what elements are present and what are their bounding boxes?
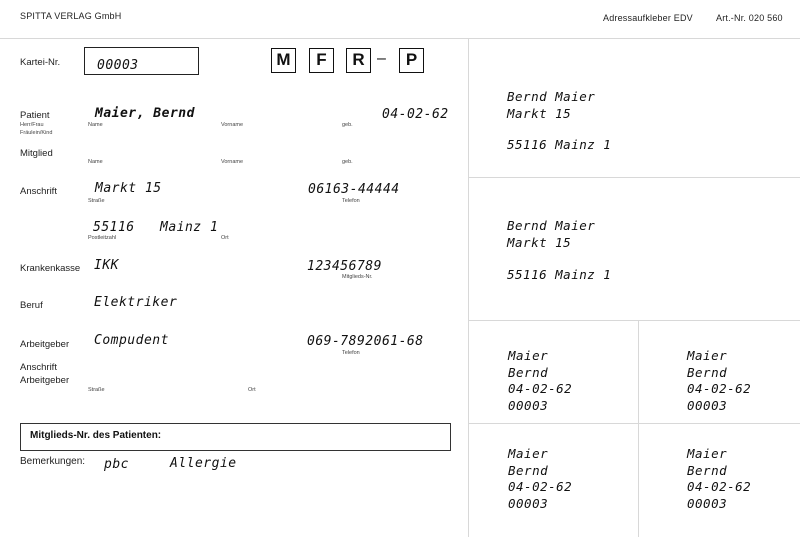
product-name: Adressaufkleber EDV [603,13,693,23]
bemerkung-value-1: pbc [104,457,129,472]
patient-geb-sub: geb. [342,122,353,128]
small-label-3-nr: 00003 [508,495,549,511]
small-label-3 [508,446,572,512]
ort-sub: Ort [221,235,229,241]
small-label-2-last: Maier [687,348,728,363]
beruf-label: Beruf [20,300,43,311]
krankenkasse-label: Krankenkasse [20,263,81,274]
anschrift-ag-label-2: Arbeitgeber [20,375,70,386]
arbeitgeber-phone-value: 069-7892061-68 [307,334,424,349]
big-label-2-street: Markt 15 [507,235,572,250]
patient-sub-2: Fräulein/Kind [20,130,53,136]
code-dash: – [377,50,386,67]
telefon-sub: Telefon [342,198,360,204]
beruf-value: Elektriker [94,295,178,310]
mitglied-vorname-sub: Vorname [221,159,244,165]
small-label-4-last: Maier [687,446,728,461]
label-divider-3 [468,423,800,424]
patient-sub-1: Herr/Frau [20,122,44,128]
plz-value: 55116 [93,220,135,235]
code-box-f: F [309,48,334,73]
anschrift-label: Anschrift [20,186,57,197]
krankenkasse-value: IKK [94,258,119,273]
small-label-3-dob: 04-02-62 [508,479,573,494]
arbeitgeber-telefon-sub: Telefon [342,350,360,356]
ort-value: Mainz 1 [160,220,219,235]
small-label-1-first: Bernd [508,364,549,380]
mitglied-geb-sub: geb. [342,159,353,165]
postleitzahl-sub: Postleitzahl [88,235,117,241]
arbeitgeber-label: Arbeitgeber [20,339,70,350]
patient-dob-value: 04-02-62 [382,107,449,122]
mitglieds-box-label: Mitglieds-Nr. des Patienten: [30,430,162,441]
small-label-4-first: Bernd [687,462,728,478]
big-label-2-name: Bernd Maier [507,218,596,233]
kartei-value: 00003 [97,58,139,73]
code-box-m: M [271,48,296,73]
bemerkung-value-2: Allergie [170,456,237,471]
strasse-sub: Straße [88,198,105,204]
ag-strasse-sub: Straße [88,387,105,393]
phone-value: 06163-44444 [308,182,400,197]
small-label-3-first: Bernd [508,462,549,478]
anschrift-ag-label-1: Anschrift [20,362,57,373]
patient-name-sub: Name [88,122,103,128]
code-box-r: R [346,48,371,73]
small-label-4-nr: 00003 [687,495,728,511]
mitglied-label: Mitglied [20,148,53,159]
patient-name-value: Maier, Bernd [95,106,195,121]
small-label-1 [508,348,572,414]
arbeitgeber-value: Compudent [94,333,169,348]
big-label-1-street: Markt 15 [507,106,572,121]
small-label-1-nr: 00003 [508,397,549,413]
code-box-p: P [399,48,424,73]
small-label-4 [687,446,751,512]
kartei-label: Kartei-Nr. [20,57,61,68]
mitglieds-nr-sub: Mitglieds-Nr. [342,274,373,280]
big-label-1-city: 55116 Mainz 1 [507,137,612,152]
mitglieds-nr-value: 123456789 [307,259,382,274]
big-label-1-name: Bernd Maier [507,89,596,104]
street-value: Markt 15 [95,181,162,196]
big-label-2-city: 55116 Mainz 1 [507,267,612,282]
small-label-1-dob: 04-02-62 [508,381,573,396]
small-label-2-first: Bernd [687,364,728,380]
patient-label: Patient [20,110,50,121]
small-label-2-nr: 00003 [687,397,728,413]
label-divider-2 [468,320,800,321]
small-label-2-dob: 04-02-62 [687,381,752,396]
header-divider [0,38,800,39]
patient-vorname-sub: Vorname [221,122,244,128]
small-label-1-last: Maier [508,348,549,363]
small-label-3-last: Maier [508,446,549,461]
mitglied-name-sub: Name [88,159,103,165]
label-divider-1 [468,177,800,178]
article-number: Art.-Nr. 020 560 [716,13,783,23]
ag-ort-sub: Ort [248,387,256,393]
label-divider-4 [638,320,639,537]
publisher-name: SPITTA VERLAG GmbH [20,11,122,21]
vertical-divider [468,38,469,537]
bemerkungen-label: Bemerkungen: [20,456,86,467]
small-label-4-dob: 04-02-62 [687,479,752,494]
small-label-2 [687,348,751,414]
